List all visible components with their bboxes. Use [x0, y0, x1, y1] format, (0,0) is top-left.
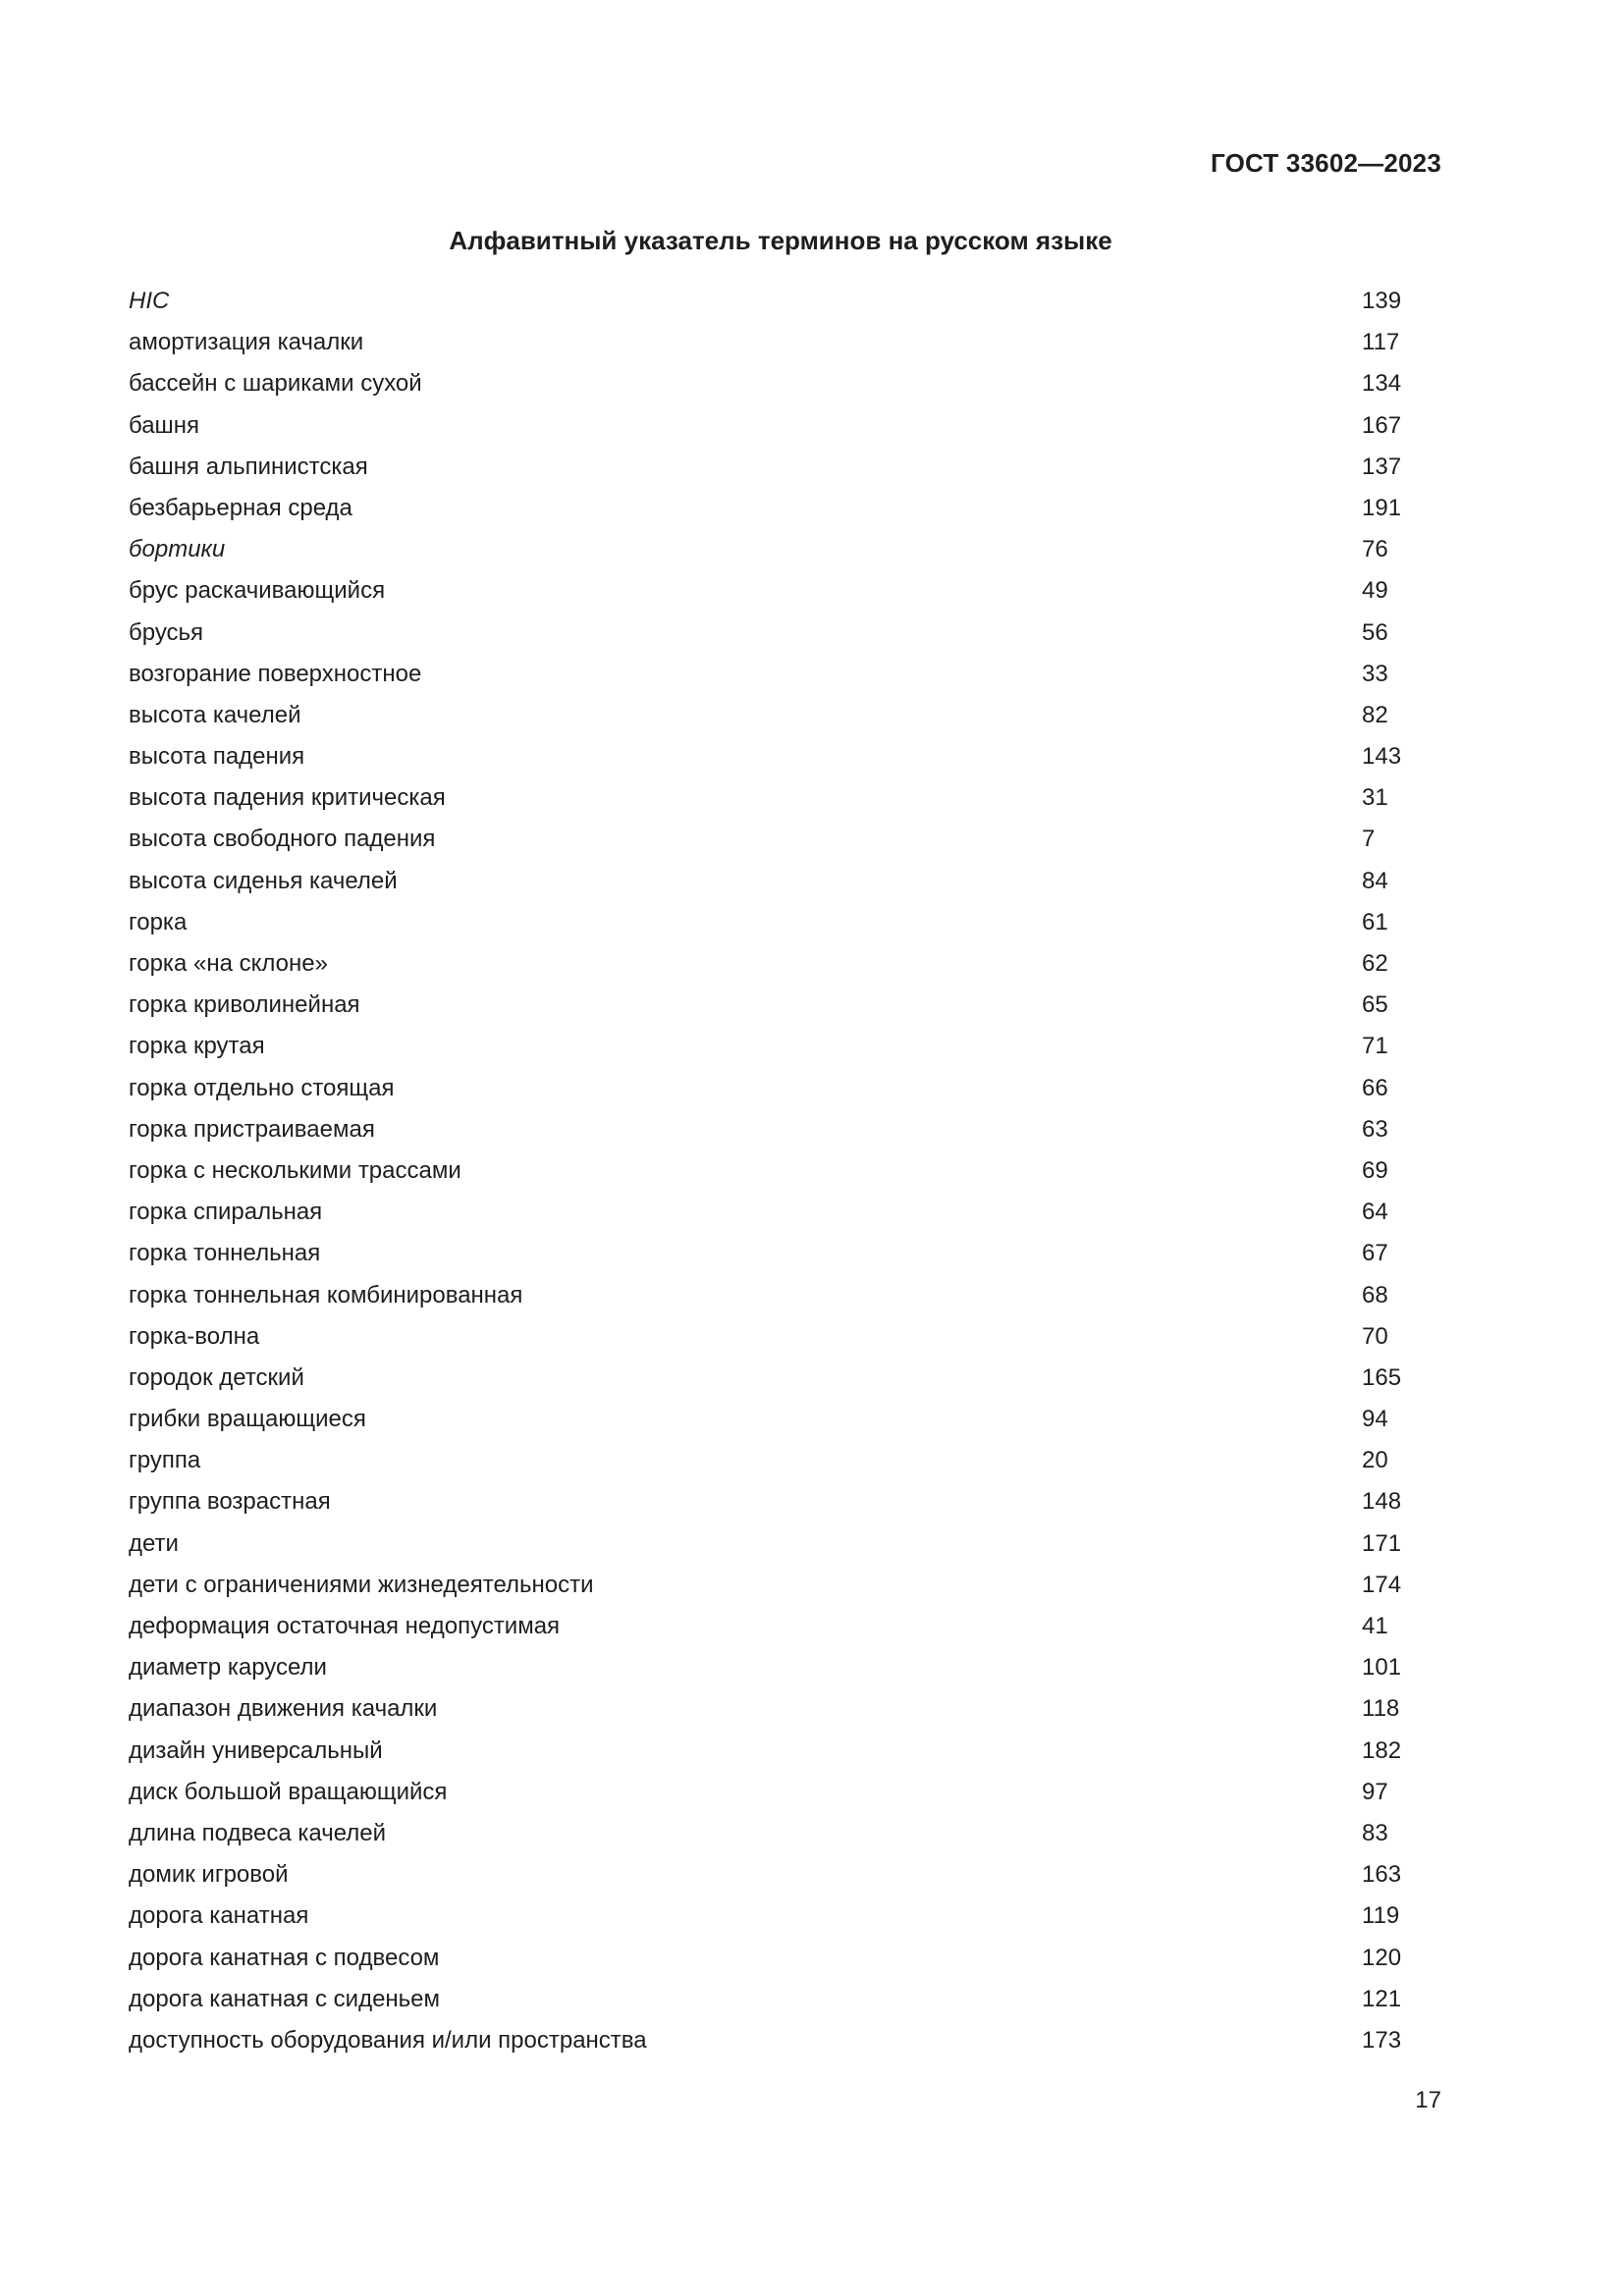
- index-entry-term: деформация остаточная недопустимая: [129, 1613, 561, 1639]
- index-entry-number: 69: [1362, 1156, 1388, 1184]
- index-entry: [129, 492, 1503, 533]
- index-title: Алфавитный указатель терминов на русском языке: [449, 226, 1112, 255]
- index-entry-number: 71: [1362, 1033, 1388, 1060]
- index-entry-number: 121: [1362, 1985, 1402, 2012]
- index-entry: [129, 1899, 1503, 1941]
- index-entry-term: дорога канатная с сиденьем: [129, 1985, 441, 2012]
- index-entry: [129, 823, 1503, 864]
- index-entry-number: 63: [1362, 1115, 1388, 1143]
- index-entry-number: 84: [1362, 867, 1388, 894]
- index-entry-term: высота падения: [129, 743, 305, 771]
- index-entry: [129, 1403, 1503, 1444]
- document-code: ГОСТ 33602—2023: [1211, 148, 1441, 178]
- index-entry-term: горка тоннельная комбинированная: [129, 1281, 523, 1308]
- index-entry-number: 31: [1362, 784, 1388, 812]
- index-entry: [129, 451, 1503, 492]
- index-entry-number: 120: [1362, 1944, 1402, 1971]
- index-entry-number: 182: [1362, 1736, 1402, 1764]
- index-entry-term: горка «на склоне»: [129, 950, 328, 977]
- index-entry-term: дорога канатная: [129, 1902, 309, 1930]
- index-entry-term: горка: [129, 908, 188, 935]
- index-entry-number: 119: [1362, 1902, 1400, 1930]
- index-entry: [129, 1983, 1503, 2024]
- index-entry: [129, 1527, 1503, 1569]
- index-entry-term: высота качелей: [129, 701, 301, 728]
- index-entry-term: горка спиральная: [129, 1199, 323, 1226]
- index-entry-term: диаметр карусели: [129, 1654, 327, 1682]
- index-entry: [129, 2024, 1503, 2065]
- index-entry-number: 191: [1362, 494, 1402, 521]
- index-entry: [129, 616, 1503, 658]
- index-entry: [129, 1817, 1503, 1858]
- index-entry: [129, 865, 1503, 906]
- index-entry-term: брусья: [129, 618, 204, 646]
- index-entry-number: 61: [1362, 908, 1388, 935]
- index-entry-term: дизайн универсальный: [129, 1736, 383, 1764]
- index-entry: [129, 658, 1503, 699]
- index-entry: [129, 1320, 1503, 1362]
- index-entry-term: горка отдельно стоящая: [129, 1074, 395, 1101]
- index-entry-term: горка-волна: [129, 1322, 260, 1350]
- index-entry-term: брус раскачивающийся: [129, 577, 386, 605]
- term-index-list: [129, 285, 1503, 2065]
- index-entry-term: городок детский: [129, 1363, 304, 1391]
- index-entry-number: 143: [1362, 743, 1402, 771]
- index-entry-number: 49: [1362, 577, 1388, 605]
- index-entry-number: 134: [1362, 370, 1402, 398]
- index-entry: [129, 1444, 1503, 1485]
- index-entry: [129, 1113, 1503, 1154]
- index-entry-term: дети с ограничениями жизнедеятельности: [129, 1571, 594, 1598]
- index-entry-number: 165: [1362, 1363, 1402, 1391]
- index-entry-number: 101: [1362, 1654, 1402, 1682]
- index-entry: [129, 1196, 1503, 1237]
- index-entry-term: высота падения критическая: [129, 784, 446, 812]
- index-entry-number: 62: [1362, 950, 1388, 977]
- index-entry-number: 137: [1362, 453, 1402, 480]
- index-entry: [129, 1735, 1503, 1776]
- index-entry-number: 41: [1362, 1613, 1388, 1639]
- index-entry-term: безбарьерная среда: [129, 494, 352, 521]
- index-entry: [129, 906, 1503, 947]
- index-entry-term: дети: [129, 1529, 179, 1557]
- index-entry-term: горка тоннельная: [129, 1240, 321, 1267]
- index-entry-number: 139: [1362, 288, 1402, 314]
- index-entry-number: 70: [1362, 1322, 1388, 1350]
- index-entry-number: 97: [1362, 1778, 1388, 1805]
- page-number: 17: [1415, 2087, 1441, 2113]
- index-entry: [129, 1237, 1503, 1278]
- index-entry: [129, 1030, 1503, 1071]
- index-entry: [129, 1942, 1503, 1983]
- index-entry: [129, 1569, 1503, 1610]
- index-entry: [129, 1776, 1503, 1817]
- index-entry-number: 76: [1362, 536, 1388, 563]
- index-entry-number: 173: [1362, 2026, 1402, 2054]
- index-entry-number: 65: [1362, 991, 1388, 1019]
- index-entry: [129, 988, 1503, 1030]
- index-entry-term: бассейн с шариками сухой: [129, 370, 422, 398]
- index-entry-term: высота свободного падения: [129, 826, 436, 853]
- index-entry-number: 171: [1362, 1529, 1402, 1557]
- index-entry: [129, 533, 1503, 574]
- index-entry-term: башня альпинистская: [129, 453, 368, 480]
- index-entry: [129, 326, 1503, 367]
- index-entry-number: 66: [1362, 1074, 1388, 1101]
- index-entry-term: дорога канатная с подвесом: [129, 1944, 440, 1971]
- index-entry-number: 83: [1362, 1819, 1388, 1846]
- index-entry: [129, 367, 1503, 408]
- index-entry-number: 20: [1362, 1447, 1388, 1474]
- index-entry-term: доступность оборудования и/или пространства: [129, 2026, 647, 2054]
- index-entry-term: диапазон движения качалки: [129, 1695, 438, 1723]
- index-entry-number: 148: [1362, 1488, 1402, 1516]
- index-entry-number: 68: [1362, 1281, 1388, 1308]
- index-entry-number: 7: [1362, 826, 1376, 853]
- index-entry: [129, 1072, 1503, 1113]
- index-entry-number: 167: [1362, 411, 1402, 439]
- index-entry-term: высота сиденья качелей: [129, 867, 398, 894]
- index-entry-term: группа: [129, 1447, 201, 1474]
- index-entry-term: горка с несколькими трассами: [129, 1156, 461, 1184]
- index-entry: [129, 1692, 1503, 1734]
- index-entry-term: горка криволинейная: [129, 991, 360, 1019]
- index-entry-number: 82: [1362, 701, 1388, 728]
- index-entry: [129, 781, 1503, 823]
- index-entry-number: 117: [1362, 329, 1400, 356]
- index-entry: [129, 409, 1503, 451]
- index-entry-term: башня: [129, 411, 200, 439]
- index-entry: [129, 1279, 1503, 1320]
- index-entry: [129, 1858, 1503, 1899]
- index-entry-term: бортики: [129, 536, 226, 563]
- index-entry-term: HIC: [129, 288, 170, 314]
- index-entry-term: группа возрастная: [129, 1488, 331, 1516]
- index-entry: [129, 1610, 1503, 1651]
- index-entry: [129, 1154, 1503, 1196]
- index-entry-number: 118: [1362, 1695, 1400, 1723]
- index-entry-term: горка пристраиваемая: [129, 1115, 375, 1143]
- index-entry-term: диск большой вращающийся: [129, 1778, 448, 1805]
- index-entry: [129, 1362, 1503, 1403]
- index-entry: [129, 699, 1503, 740]
- index-entry-term: амортизация качалки: [129, 329, 364, 356]
- index-entry-term: домик игровой: [129, 1861, 289, 1889]
- index-entry-number: 174: [1362, 1571, 1402, 1598]
- index-entry-term: длина подвеса качелей: [129, 1819, 387, 1846]
- index-entry-number: 56: [1362, 618, 1388, 646]
- index-entry: [129, 740, 1503, 781]
- index-entry: [129, 947, 1503, 988]
- index-entry: [129, 574, 1503, 615]
- index-entry-number: 64: [1362, 1199, 1388, 1226]
- index-entry: [129, 285, 1503, 326]
- index-entry: [129, 1485, 1503, 1526]
- index-entry: [129, 1651, 1503, 1692]
- index-entry-term: грибки вращающиеся: [129, 1406, 366, 1433]
- index-entry-number: 94: [1362, 1406, 1388, 1433]
- index-entry-number: 163: [1362, 1861, 1402, 1889]
- index-entry-term: возгорание поверхностное: [129, 660, 422, 687]
- index-entry-term: горка крутая: [129, 1033, 265, 1060]
- index-entry-number: 67: [1362, 1240, 1388, 1267]
- index-entry-number: 33: [1362, 660, 1388, 687]
